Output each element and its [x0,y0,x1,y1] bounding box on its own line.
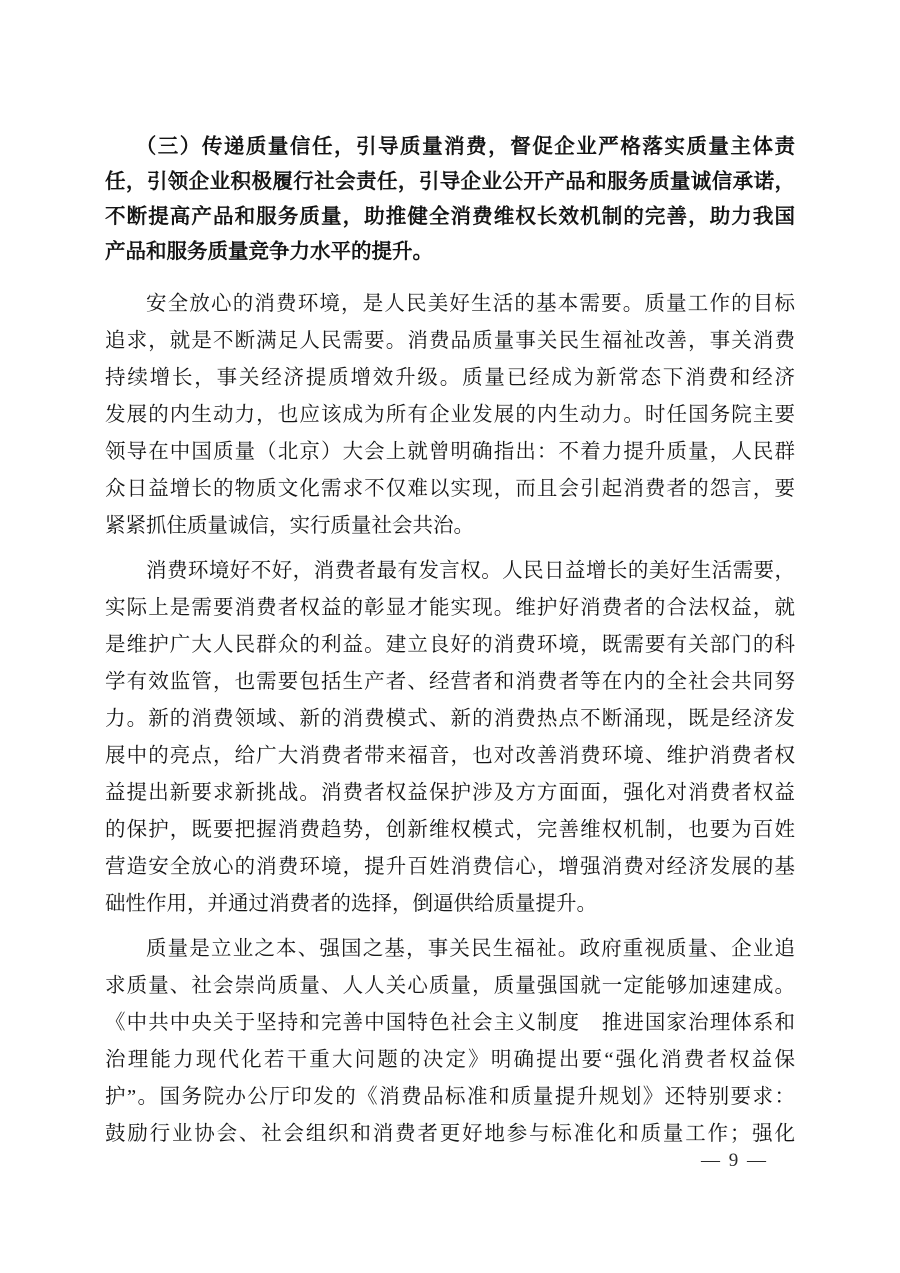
paragraph-line: 追求，就是不断满足人民需要。消费品质量事关民生福祉改善，事关消费 [105,330,795,352]
lead-paragraph [105,130,795,270]
paragraph-line: 展中的亮点，给广大消费者带来福音，也对改善消费环境、维护消费者权 [105,745,795,767]
paragraph-line: 《中共中央关于坚持和完善中国特色社会主义制度 推进国家治理体系和 [105,1012,795,1034]
paragraph-line: 护”。国务院办公厅印发的《消费品标准和质量提升规划》还特别要求： [105,1086,795,1108]
body-paragraph [105,286,795,545]
body-paragraph [105,553,795,923]
page-content [105,130,795,1161]
paragraph-line: 力。新的消费领域、新的消费模式、新的消费热点不断涌现，既是经济发 [105,708,795,730]
body-paragraph [105,931,795,1153]
paragraph-line: 质量是立业之本、强国之基，事关民生福祉。政府重视质量、企业追 [146,938,795,960]
paragraph-line: 产品和服务质量竞争力水平的提升。 [105,241,433,263]
paragraph-line: 紧紧抓住质量诚信，实行质量社会共治。 [105,515,474,537]
paragraph-line: 发展的内生动力，也应该成为所有企业发展的内生动力。时任国务院主要 [105,404,795,426]
paragraph-line: 实际上是需要消费者权益的彰显才能实现。维护好消费者的合法权益，就 [105,597,795,619]
paragraph-line: 学有效监管，也需要包括生产者、经营者和消费者等在内的全社会共同努 [105,671,795,693]
paragraph-line: 营造安全放心的消费环境，提升百姓消费信心，增强消费对经济发展的基 [105,856,795,878]
paragraph-line: 鼓励行业协会、社会组织和消费者更好地参与标准化和质量工作；强化 [105,1123,795,1145]
paragraph-line: 不断提高产品和服务质量，助推健全消费维权长效机制的完善，助力我国 [105,206,795,228]
paragraph-line: 安全放心的消费环境，是人民美好生活的基本需要。质量工作的目标 [146,293,795,315]
paragraph-line: 的保护，既要把握消费趋势，创新维权模式，完善维权机制，也要为百姓 [105,819,795,841]
paragraph-line: 是维护广大人民群众的利益。建立良好的消费环境，既需要有关部门的科 [105,634,795,656]
paragraph-line: 持续增长，事关经济提质增效升级。质量已经成为新常态下消费和经济 [105,367,795,389]
paragraph-line: 求质量、社会崇尚质量、人人关心质量，质量强国就一定能够加速建成。 [105,975,795,997]
paragraph-line: （三）传递质量信任，引导质量消费，督促企业严格落实质量主体责 [135,136,795,158]
paragraph-line: 众日益增长的物质文化需求不仅难以实现，而且会引起消费者的怨言，要 [105,478,795,500]
paragraph-line: 领导在中国质量（北京）大会上就曾明确指出：不着力提升质量，人民群 [105,441,795,463]
paragraph-line: 任，引领企业积极履行社会责任，引导企业公开产品和服务质量诚信承诺， [105,171,795,193]
paragraph-line: 消费环境好不好，消费者最有发言权。人民日益增长的美好生活需要， [146,560,795,582]
paragraph-line: 础性作用，并通过消费者的选择，倒逼供给质量提升。 [105,893,597,915]
paragraph-line: 益提出新要求新挑战。消费者权益保护涉及方方面面，强化对消费者权益 [105,782,795,804]
paragraph-line: 治理能力现代化若干重大问题的决定》明确提出要“强化消费者权益保 [105,1049,795,1071]
page-number: — 9 — [701,1150,768,1171]
